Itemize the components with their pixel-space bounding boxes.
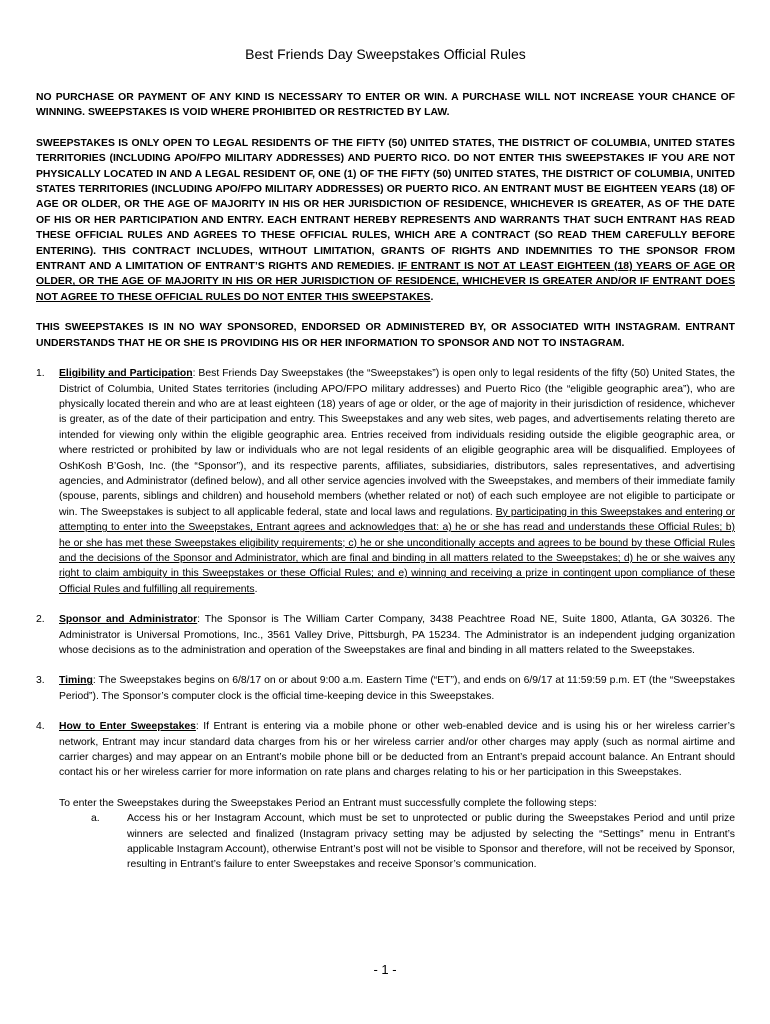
section-eligibility: [36, 366, 735, 597]
intro-no-purchase: NO PURCHASE OR PAYMENT OF ANY KIND IS NECESSARY TO ENTER OR WIN. A PURCHASE WILL NOT INCREASE YOUR CHANCE OF WINNING. SWEEPSTAKES IS VOID WHERE PROHIBITED OR RESTRICTED BY LAW.: [36, 92, 735, 119]
step-a: [91, 811, 735, 873]
section-text: : The Sponsor is The William Carter Company, 3438 Peachtree Road NE, Suite 1800, Atlanta, GA 30326. The Administrator is Universal Promotions, Inc., 3561 Valley Drive, Pittsburgh, PA 15234. The Administrator is an independent judging organization whose decisions as to the administration and operation of the Sweepstakes are final and binding in all matters related to the Sweepstakes.: [59, 614, 735, 656]
intro-eligibility-end: .: [430, 291, 434, 303]
intro-eligibility-underlined: IF ENTRANT IS NOT AT LEAST EIGHTEEN (18) YEARS OF AGE OR OLDER, OR THE AGE OF MAJORITY IN HIS OR HER JURISDICTION OF RESIDENCE, WHICHEVER IS GREATER AND/OR IF ENTRANT DOES NOT AGREE TO THESE OFFICIAL RULES DO NOT ENTER THIS SWEEPSTAKES: [36, 261, 735, 303]
page-number: - 1 -: [373, 962, 397, 977]
document-page: [36, 46, 735, 873]
section-number: 4.: [36, 721, 45, 733]
step-letter: a.: [91, 813, 100, 825]
section-body: [59, 719, 735, 781]
section-timing: [36, 673, 735, 704]
section-heading: Eligibility and Participation: [59, 368, 193, 380]
steps-intro: To enter the Sweepstakes during the Sweepstakes Period an Entrant must successfully complete the following steps:: [59, 797, 597, 809]
step-text: Access his or her Instagram Account, which must be set to unprotected or public during the Sweepstakes Period and until prize winners are selected and finalized (Instagram privacy setting may be adjusted by selecting the “Settings” menu in Entrant’s applicable Instagram Account), otherwise Entrant’s post will not be visible to Sponsor and therefore, will not be received by Sponsor, resulting in Entrant’s failure to enter Sweepstakes and receive Sponsor’s communication.: [127, 813, 735, 871]
section-end: .: [254, 583, 258, 595]
section-number: 2.: [36, 614, 45, 626]
section-underlined-text: By participating in this Sweepstakes and entering or attempting to enter into the Sweepstakes, Entrant agrees and acknowledges that: a) he or she has read and understands these Official Rules; b) he or she has met these Sweepstakes eligibility requirements; c) he or she unconditionally accepts and agrees to be bound by these Official Rules and the decisions of the Sponsor and Administrator, which are final and binding in all matters related to the Sweepstakes; d) he or she waives any right to claim ambiguity in this Sweepstakes or these Official Rules; and e) winning and receiving a prize in contingent upon compliance of these Official Rules and fulfilling all requirements: [59, 506, 736, 595]
section-how-to-enter: [36, 719, 735, 781]
intro-instagram: THIS SWEEPSTAKES IS IN NO WAY SPONSORED, ENDORSED OR ADMINISTERED BY, OR ASSOCIATED WITH INSTAGRAM. ENTRANT UNDERSTANDS THAT HE OR SHE IS PROVIDING HIS OR HER INFORMATION TO SPONSOR AND NOT TO INSTAGRAM.: [36, 322, 735, 349]
section-body: [59, 673, 735, 704]
section-body: [59, 612, 735, 658]
intro-eligibility: [36, 136, 735, 305]
section-number: 1.: [36, 368, 45, 380]
section-heading: Sponsor and Administrator: [59, 614, 198, 626]
section-body: [59, 366, 735, 597]
section-heading: How to Enter Sweepstakes: [59, 721, 196, 733]
section-text: : Best Friends Day Sweepstakes (the “Sweepstakes”) is open only to legal residents of the fifty (50) United States, the District of Columbia, United States territories (including APO/FPO military addresses) and Puerto Rico (the “eligible geographic area”), who are physically located therein and who are at least eighteen (18) years of age or older, or the age of majority in their jurisdiction of residence, whichever is greater, as of the date of their participation and entry. This Sweepstakes and any web sites, web pages, and advertisements relating thereto are intended for viewing only within the eligible geographic area. Entries received from individuals residing outside the eligible geographic area, or where restricted or prohibited by law or individuals who are not legal residents of an eligible geographic area will be disqualified. Employees of OshKosh B’Gosh, Inc. (the “Sponsor”), and its respective parents, affiliates, subsidiaries, distributors, sales representatives, and advertising agencies, and Administrator (defined below), and all other service agencies involved with the Sweepstakes, and members of their immediate family (spouse, parents, siblings and children) and household members (whether related or not) of each such employee are not eligible to participate or win. The Sweepstakes is subject to all applicable federal, state and local laws and regulations.: [59, 368, 735, 518]
section-heading: Timing: [59, 675, 93, 687]
section-sponsor: [36, 612, 735, 658]
intro-eligibility-text: SWEEPSTAKES IS ONLY OPEN TO LEGAL RESIDENTS OF THE FIFTY (50) UNITED STATES, THE DISTRICT OF COLUMBIA, UNITED STATES TERRITORIES (INCLUDING APO/FPO MILITARY ADDRESSES) AND PUERTO RICO. DO NOT ENTER THIS SWEEPSTAKES IF YOU ARE NOT PHYSICALLY LOCATED IN AND A LEGAL RESIDENT OF, ONE (1) OF THE FIFTY (50) UNITED STATES, THE DISTRICT OF COLUMBIA, UNITED STATES TERRITORIES (INCLUDING APO/FPO MILITARY ADDRESSES) OR PUERTO RICO. AN ENTRANT MUST BE EIGHTEEN YEARS (18) OF AGE OR OLDER, OR THE AGE OF MAJORITY IN HIS OR HER JURISDICTION OF RESIDENCE, WHICHEVER IS GREATER, AS OF THE DATE OF HIS OR HER PARTICIPATION AND ENTRY. EACH ENTRANT HEREBY REPRESENTS AND WARRANTS THAT SUCH ENTRANT HAS READ THESE OFFICIAL RULES AND AGREES TO THESE OFFICIAL RULES, WHICH ARE A CONTRACT (SO READ THEM CAREFULLY BEFORE ENTERING). THIS CONTRACT INCLUDES, WITHOUT LIMITATION, GRANTS OF RIGHTS AND INDEMNITIES TO THE SPONSOR FROM ENTRANT AND A LIMITATION OF ENTRANT’S RIGHTS AND REMEDIES.: [36, 137, 735, 273]
section-number: 3.: [36, 675, 45, 687]
page-title: Best Friends Day Sweepstakes Official Rules: [245, 46, 526, 62]
section-text: : If Entrant is entering via a mobile phone or other web-enabled device and is using his or her wireless carrier’s network, Entrant may incur standard data charges from his or her wireless carrier and/or other charges may apply (such as normal airtime and carrier charges) and may appear on an Entrant’s mobile phone bill or be deducted from an Entrant’s prepaid account balance. An Entrant should contact his or her wireless carrier for more information on rate plans and charges relating to his or her participation in this Sweepstakes.: [59, 721, 735, 779]
section-text: : The Sweepstakes begins on 6/8/17 on or about 9:00 a.m. Eastern Time (“ET”), and ends on 6/9/17 at 11:59:59 p.m. ET (the “Sweepstakes Period”). The Sponsor’s computer clock is the official time-keeping device in this Sweepstakes.: [59, 675, 735, 702]
